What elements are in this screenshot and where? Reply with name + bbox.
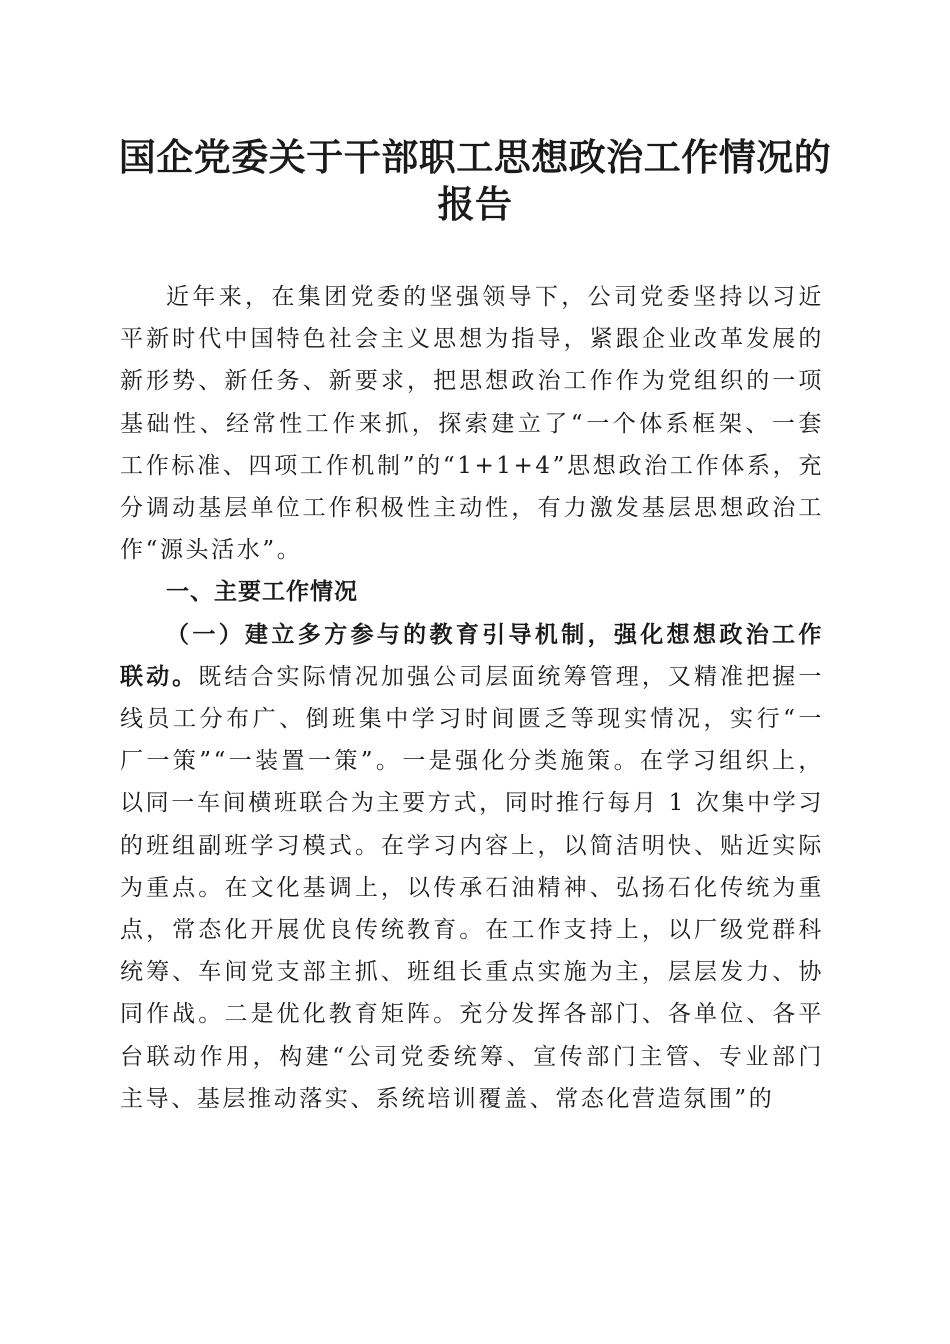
- subsection-lead: （一）建立多方参与的教育引导机制，强化想想政治工作联动。: [120, 620, 824, 690]
- document-body: [120, 276, 824, 1120]
- subsection-text: 既结合实际情况加强公司层面统筹管理，又精准把握一线员工分布广、倒班集中学习时间匮乏等现实情况，实行“一厂一策”“一装置一策”。一是强化分类施策。在学习组织上，以同一车间横班联合为主要方式，同时推行每月 1 次集中学习的班组副班学习模式。在学习内容上，以简洁明快、贴近实际为重点。在文化基调上，以传承石油精神、弘扬石化传统为重点，常态化开展优良传统教育。在工作支持上，以厂级党群科统筹、车间党支部主抓、班组长重点实施为主，层层发力、协同作战。二是优化教育矩阵。充分发挥各部门、各单位、各平台联动作用，构建“公司党委统筹、宣传部门主管、专业部门主导、基层推动落实、系统培训覆盖、常态化营造氛围”的: [120, 663, 824, 1112]
- subsection-paragraph: [120, 614, 824, 1120]
- document-title: 国企党委关于干部职工思想政治工作情况的报告: [118, 135, 832, 226]
- intro-paragraph: 近年来，在集团党委的坚强领导下，公司党委坚持以习近平新时代中国特色社会主义思想为指导，紧跟企业改革发展的新形势、新任务、新要求，把思想政治工作作为党组织的一项基础性、经常性工作来抓，探索建立了“一个体系框架、一套工作标准、四项工作机制”的“1+1+4”思想政治工作体系，充分调动基层单位工作积极性主动性，有力激发基层思想政治工作“源头活水”。: [120, 284, 824, 564]
- section-heading: 一、主要工作情况: [166, 579, 358, 606]
